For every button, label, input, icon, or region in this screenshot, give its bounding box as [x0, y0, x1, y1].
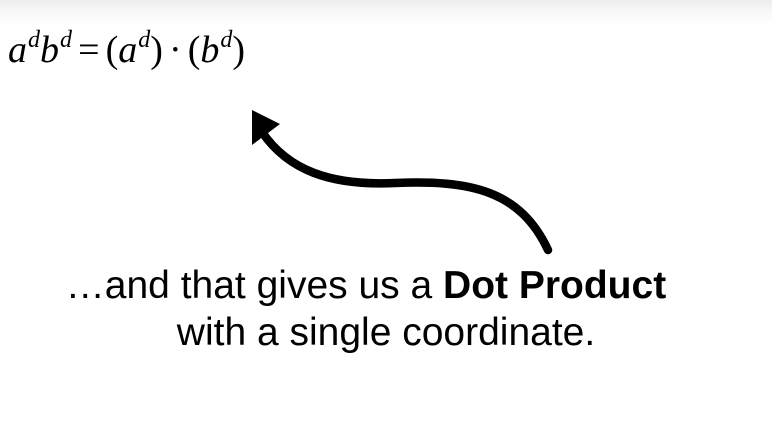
- caption-dot-product-term: Dot Product: [443, 264, 667, 307]
- curved-arrow-shaft: [262, 132, 548, 250]
- eq-equals-sign: =: [78, 29, 100, 71]
- eq-close-paren-1: ): [150, 29, 163, 71]
- caption-line-1: [0, 262, 752, 309]
- eq-open-paren-2: (: [187, 29, 201, 71]
- eq-exp-a-2: d: [138, 27, 151, 53]
- eq-exp-b: d: [60, 27, 72, 53]
- eq-var-b-2: b: [200, 29, 220, 71]
- caption-line-1-prefix: …and that gives us a: [65, 264, 444, 307]
- eq-close-paren-2: ): [232, 29, 246, 71]
- caption: [0, 262, 752, 356]
- eq-var-a-2: a: [118, 29, 138, 71]
- eq-var-b: b: [40, 29, 59, 71]
- eq-exp-b-2: d: [220, 27, 233, 53]
- eq-dot-operator: ·: [168, 29, 182, 71]
- eq-var-a: a: [8, 29, 27, 71]
- caption-line-2: with a single coordinate.: [176, 311, 596, 354]
- eq-exp-a: d: [28, 27, 40, 53]
- eq-open-paren-1: (: [105, 29, 119, 71]
